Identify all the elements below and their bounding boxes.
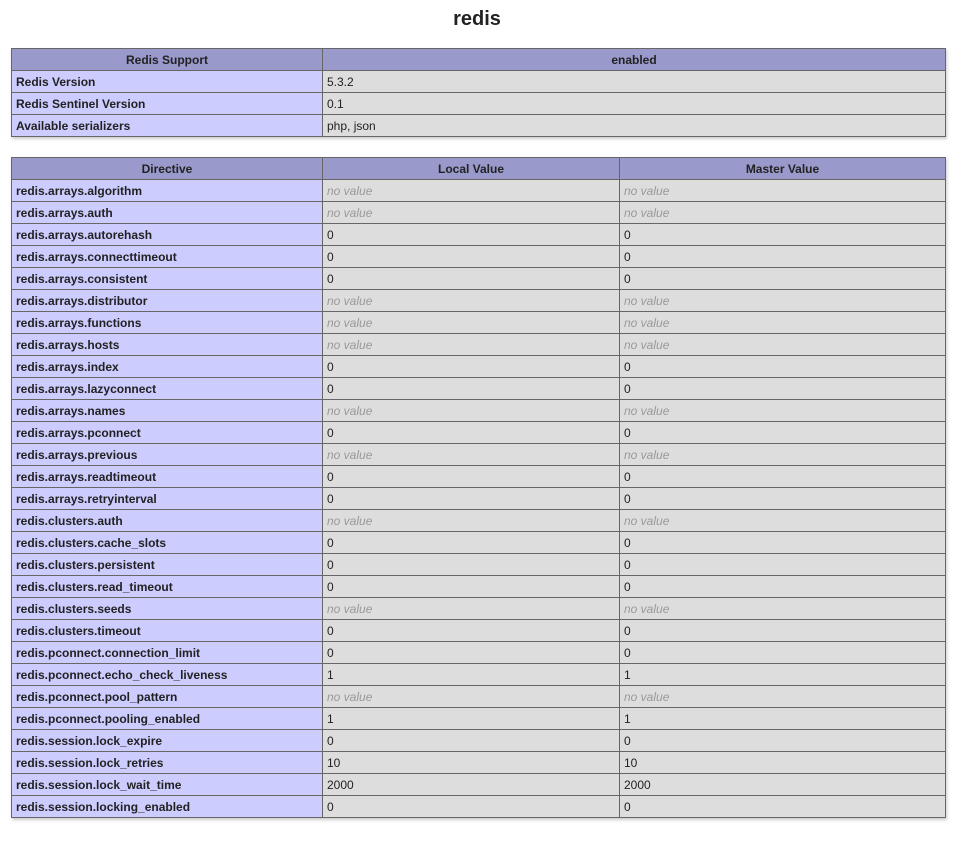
master-value: 0	[620, 642, 946, 664]
directive-name: redis.arrays.pconnect	[12, 422, 323, 444]
local-value: no value	[323, 290, 620, 312]
master-value-header: Master Value	[620, 158, 946, 180]
master-value: no value	[620, 686, 946, 708]
directive-name: redis.clusters.cache_slots	[12, 532, 323, 554]
page-title: redis	[453, 8, 501, 30]
support-header-row	[12, 49, 946, 71]
directive-row	[12, 400, 946, 422]
directive-name: redis.arrays.auth	[12, 202, 323, 224]
directive-name: redis.arrays.previous	[12, 444, 323, 466]
directive-name: redis.pconnect.pooling_enabled	[12, 708, 323, 730]
directive-row	[12, 510, 946, 532]
directive-table	[11, 157, 946, 818]
directive-row	[12, 422, 946, 444]
local-value: 0	[323, 620, 620, 642]
local-value: 0	[323, 532, 620, 554]
master-value: 0	[620, 576, 946, 598]
master-value: 0	[620, 554, 946, 576]
directive-row	[12, 224, 946, 246]
directive-name: redis.clusters.persistent	[12, 554, 323, 576]
master-value: 10	[620, 752, 946, 774]
directive-name: redis.pconnect.pool_pattern	[12, 686, 323, 708]
directive-row	[12, 180, 946, 202]
directive-row	[12, 290, 946, 312]
directive-name: redis.arrays.algorithm	[12, 180, 323, 202]
directive-row	[12, 708, 946, 730]
directive-header: Directive	[12, 158, 323, 180]
master-value: 0	[620, 466, 946, 488]
master-value: no value	[620, 312, 946, 334]
support-row-value: 0.1	[323, 93, 946, 115]
master-value: 0	[620, 378, 946, 400]
directive-header-row	[12, 158, 946, 180]
directive-name: redis.arrays.index	[12, 356, 323, 378]
directive-row	[12, 246, 946, 268]
directive-name: redis.arrays.distributor	[12, 290, 323, 312]
master-value: no value	[620, 290, 946, 312]
directive-name: redis.session.lock_expire	[12, 730, 323, 752]
directive-row	[12, 576, 946, 598]
directive-row	[12, 312, 946, 334]
master-value: 0	[620, 224, 946, 246]
directive-name: redis.pconnect.echo_check_liveness	[12, 664, 323, 686]
master-value: no value	[620, 444, 946, 466]
local-value: 0	[323, 488, 620, 510]
master-value: 2000	[620, 774, 946, 796]
support-row	[12, 71, 946, 93]
directive-name: redis.clusters.timeout	[12, 620, 323, 642]
master-value: no value	[620, 510, 946, 532]
master-value: 0	[620, 246, 946, 268]
directive-row	[12, 730, 946, 752]
directive-name: redis.clusters.seeds	[12, 598, 323, 620]
master-value: 0	[620, 620, 946, 642]
directive-row	[12, 334, 946, 356]
directive-row	[12, 664, 946, 686]
support-row-name: Redis Sentinel Version	[12, 93, 323, 115]
directive-name: redis.arrays.connecttimeout	[12, 246, 323, 268]
local-value: no value	[323, 202, 620, 224]
directive-name: redis.arrays.consistent	[12, 268, 323, 290]
local-value: 1	[323, 708, 620, 730]
local-value: 0	[323, 554, 620, 576]
master-value: no value	[620, 598, 946, 620]
master-value: 0	[620, 488, 946, 510]
directive-row	[12, 752, 946, 774]
directive-row	[12, 488, 946, 510]
directive-row	[12, 378, 946, 400]
redis-support-table	[11, 48, 946, 137]
directive-name: redis.session.lock_retries	[12, 752, 323, 774]
directive-row	[12, 466, 946, 488]
local-value: 0	[323, 466, 620, 488]
master-value: 0	[620, 268, 946, 290]
directive-name: redis.arrays.autorehash	[12, 224, 323, 246]
local-value: 2000	[323, 774, 620, 796]
local-value: no value	[323, 400, 620, 422]
directive-row	[12, 774, 946, 796]
local-value: 0	[323, 268, 620, 290]
directive-name: redis.arrays.names	[12, 400, 323, 422]
master-value: 1	[620, 664, 946, 686]
local-value: no value	[323, 598, 620, 620]
local-value: 0	[323, 356, 620, 378]
support-row-value: 5.3.2	[323, 71, 946, 93]
directive-row	[12, 686, 946, 708]
master-value: 0	[620, 532, 946, 554]
directive-name: redis.pconnect.connection_limit	[12, 642, 323, 664]
local-value: 1	[323, 664, 620, 686]
support-row-value: php, json	[323, 115, 946, 137]
local-value: no value	[323, 312, 620, 334]
local-value: no value	[323, 180, 620, 202]
directive-name: redis.session.lock_wait_time	[12, 774, 323, 796]
master-value: no value	[620, 180, 946, 202]
local-value: 0	[323, 730, 620, 752]
support-header-name: Redis Support	[12, 49, 323, 71]
local-value: 0	[323, 642, 620, 664]
master-value: no value	[620, 334, 946, 356]
master-value: 0	[620, 796, 946, 818]
master-value: 0	[620, 422, 946, 444]
directive-name: redis.arrays.functions	[12, 312, 323, 334]
local-value: 0	[323, 422, 620, 444]
directive-row	[12, 532, 946, 554]
directive-name: redis.session.locking_enabled	[12, 796, 323, 818]
support-row	[12, 115, 946, 137]
local-value: 0	[323, 246, 620, 268]
local-value: no value	[323, 334, 620, 356]
directive-row	[12, 444, 946, 466]
directive-row	[12, 620, 946, 642]
directive-row	[12, 642, 946, 664]
local-value: 0	[323, 224, 620, 246]
directive-name: redis.arrays.retryinterval	[12, 488, 323, 510]
directive-row	[12, 554, 946, 576]
directive-row	[12, 796, 946, 818]
local-value-header: Local Value	[323, 158, 620, 180]
support-row-name: Redis Version	[12, 71, 323, 93]
directive-row	[12, 268, 946, 290]
directive-name: redis.clusters.auth	[12, 510, 323, 532]
local-value: 0	[323, 796, 620, 818]
master-value: no value	[620, 202, 946, 224]
local-value: no value	[323, 510, 620, 532]
directive-name: redis.clusters.read_timeout	[12, 576, 323, 598]
local-value: 0	[323, 576, 620, 598]
support-header-status: enabled	[323, 49, 946, 71]
directive-name: redis.arrays.lazyconnect	[12, 378, 323, 400]
local-value: no value	[323, 444, 620, 466]
directive-row	[12, 202, 946, 224]
directive-row	[12, 356, 946, 378]
directive-row	[12, 598, 946, 620]
directive-name: redis.arrays.readtimeout	[12, 466, 323, 488]
support-row-name: Available serializers	[12, 115, 323, 137]
master-value: no value	[620, 400, 946, 422]
directive-name: redis.arrays.hosts	[12, 334, 323, 356]
support-row	[12, 93, 946, 115]
local-value: 10	[323, 752, 620, 774]
master-value: 0	[620, 730, 946, 752]
local-value: 0	[323, 378, 620, 400]
master-value: 1	[620, 708, 946, 730]
local-value: no value	[323, 686, 620, 708]
master-value: 0	[620, 356, 946, 378]
